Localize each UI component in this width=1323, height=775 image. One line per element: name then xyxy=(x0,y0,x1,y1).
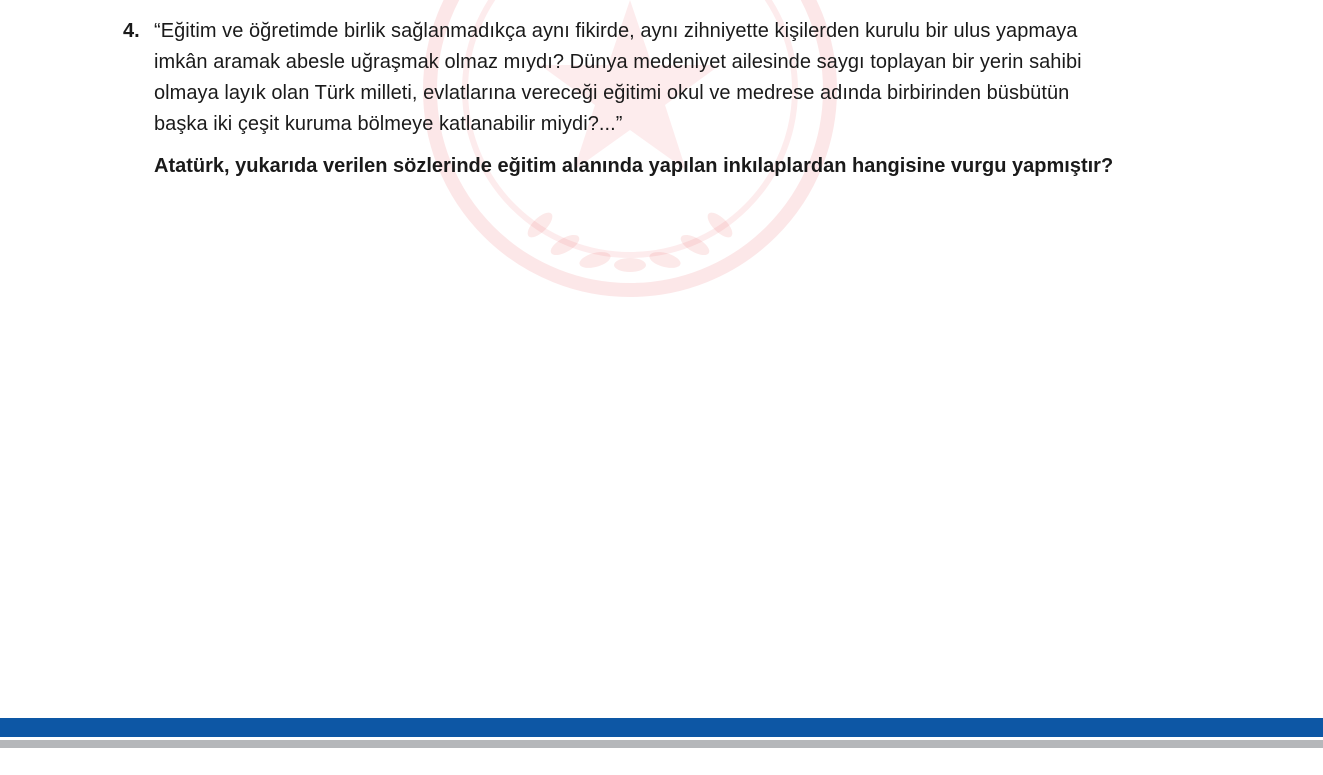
footer-gray-band xyxy=(0,740,1323,748)
question-number: 4. xyxy=(123,20,140,42)
question-quote: “Eğitim ve öğretimde birlik sağlanmadıkça aynı fikirde, aynı zihniyette kişilerden kurulu bir ulus yapmaya imkân aramak abesle uğraşmak olmaz mıydı? Dünya medeniyet ailesinde saygı toplayan bir yerin sahibi olmaya layık olan Türk milleti, evlatlarına vereceği eğitimi okul ve medrese adında birbirinden büsbütün başka iki çeşit kuruma bölmeye katlanabilir miydi?...” xyxy=(154,20,1082,135)
footer-blue-band xyxy=(0,718,1323,737)
question-block xyxy=(123,16,1233,182)
question-prompt: Atatürk, yukarıda verilen sözlerinde eğitim alanında yapılan inkılaplardan hangisine vurgu yapmıştır? xyxy=(154,155,1114,177)
